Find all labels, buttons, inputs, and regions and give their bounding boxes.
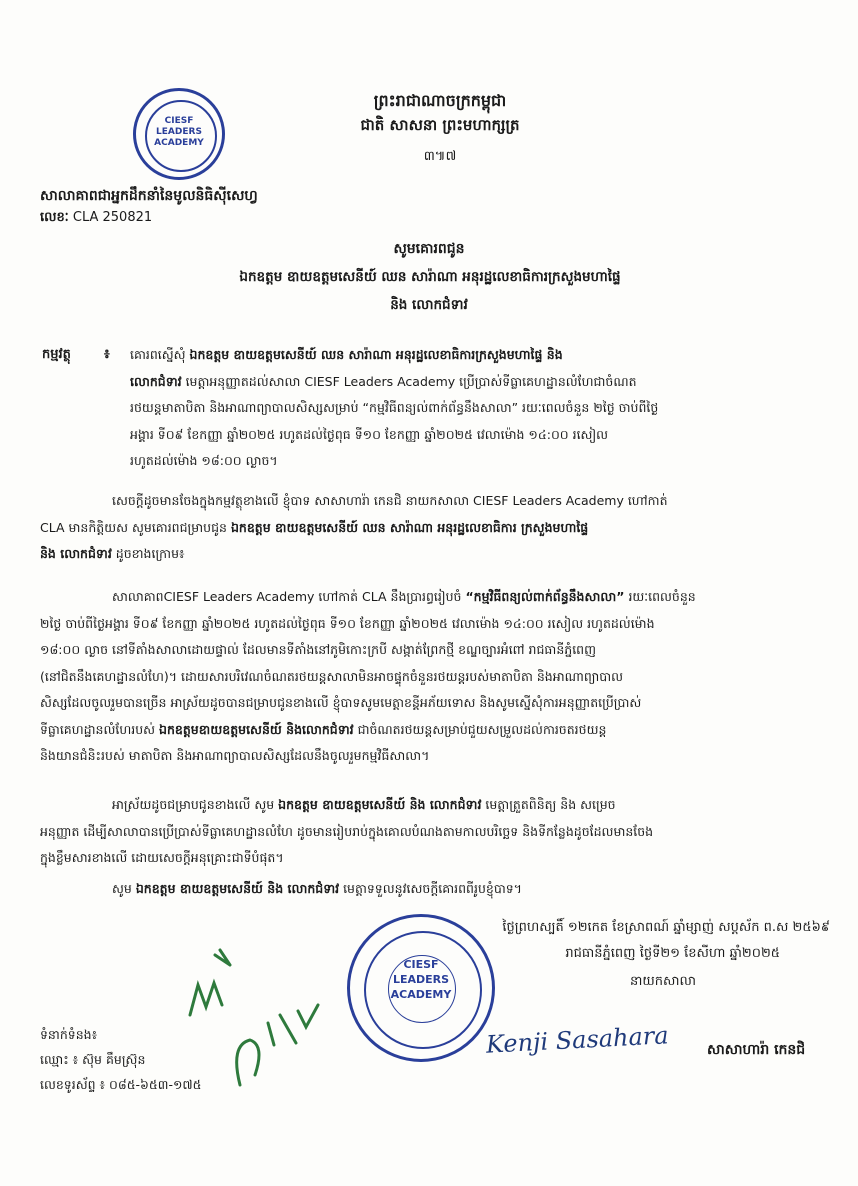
subject-recipient-2: លោកជំទាវ — [130, 373, 182, 389]
para3-line-2: អនុញ្ញាត ដើម្បីសាលាបានប្រើប្រាស់ទីធ្លាគេហដ្ឋានលំហែ ដូចមានរៀបរាប់ក្នុងគោលបំណងតាមកាលបរិច្ឆេទ និងទីកន្លែងដូចដែលមានចែង — [40, 823, 654, 839]
logo-line-leaders: LEADERS — [156, 127, 202, 137]
subject-line-5: រហូតដល់ម៉ោង ១៨:០០ ល្ងាច។ — [130, 453, 278, 468]
seal-line-leaders: LEADERS — [392, 973, 450, 986]
para2-line-6a: ទីធ្លាគេហដ្ឋានលំហែរបស់ — [40, 721, 156, 737]
paragraph-3 — [40, 792, 818, 872]
reference-number: CLA 250821 — [72, 210, 153, 225]
subject-request: គោរពស្នើសុំ — [130, 347, 186, 362]
contact-phone: ០៨៥-៦៥៣-១៧៥ — [109, 1077, 202, 1092]
paragraph-1 — [40, 488, 818, 568]
contact-heading: ទំនាក់ទំនង៖ — [40, 1027, 98, 1042]
subject-colon: ៖ — [104, 347, 110, 362]
organization-name: សាលាគាពជាអ្នកដឹកនាំនៃមូលនិធិស៊ីសេហ្វ — [40, 188, 258, 204]
subject-label: កម្មវត្ថុ — [42, 347, 71, 362]
director-signature: Kenji Sasahara — [485, 1021, 670, 1059]
signer-title: នាយកសាលា — [629, 974, 696, 989]
header-ornament: ៣៕៧ — [423, 149, 457, 164]
kingdom-title: ព្រះរាជាណាចក្រកម្ពុជា — [373, 91, 507, 110]
para2-line-4: (នៅជិតនឹងគេហដ្ឋានលំហែ)។ ដោយសារបរិវេណចំណតរថយន្តសាលាមិនអាចផ្ទុកចំនួនរថយន្តរបស់មាតាបិតា និងអាណាព្យាបាល — [40, 668, 624, 684]
para1-recipient: ឯកឧត្តម ឧាយឧត្តមសេនីយ៍ ឈន សារ៉ាណា អនុរដ្ឋលេខាធិការ ក្រសួងមហាផ្ទៃ — [230, 519, 589, 535]
para1-recipient-2: និង លោកជំទាវ — [40, 546, 112, 561]
para1-line-1: សេចក្តីដូចមានចែងក្នុងកម្មវត្ថុខាងលើ ខ្ញុំបាទ សាសាហារ៉ា កេនជិ នាយកសាលា CIESF Leaders Academy ហៅកាត់ — [112, 493, 668, 508]
recipient-line-2: និង លោកជំទាវ — [390, 297, 468, 313]
director-printed-name: សាសាហារ៉ា កេនជិ — [707, 1042, 806, 1058]
para2-line-7: និងយានជំនិះរបស់ មាតាបិតា និងអាណាព្យាបាលសិស្សដែលនឹងចូលរួមកម្មវិធីសាលា។ — [40, 748, 430, 763]
para2-line-6c: ជាចំណតរថយន្តសម្រាប់ជួយសម្រួលដល់ការចតរថយន្ត — [357, 721, 607, 737]
para2-line-1a: សាលាគាពCIESF Leaders Academy ហៅកាត់ CLA នឹងប្រារព្ធរៀបចំ — [112, 589, 462, 604]
para2-line-1c: រយៈពេលចំនួន — [628, 589, 696, 604]
contact-name: ស៊ុម គឹមស្រ៊ុន — [82, 1052, 146, 1067]
contact-block — [40, 1022, 202, 1097]
greeting: សូមគោរពជូន — [393, 241, 465, 257]
para3-line-1c: មេត្តាត្រួតពិនិត្យ និង សម្រេច — [485, 797, 616, 812]
para1-line-2a: CLA មានកិត្តិយស សូមគោរពជម្រាបជូន — [40, 519, 227, 535]
official-seal — [347, 914, 495, 1062]
paragraph-2 — [40, 584, 818, 770]
closing-line — [112, 876, 818, 903]
lunar-date: ថ្ងៃព្រហស្បតិ៍ ១២កេត ខែស្រាពណ៍ ឆ្នាំម្សាញ់ សប្តស័ក ព.ស ២៥៦៩ — [502, 920, 830, 935]
reference-label: លេខៈ — [40, 210, 69, 225]
para3-recipient: ឯកឧត្តម ឧាយឧត្តមសេនីយ៍ និង លោកជំទាវ — [278, 797, 482, 812]
para2-line-3: ១៨:០០ ល្ងាច នៅទីតាំងសាលាដោយផ្ទាល់ ដែលមានទីតាំងនៅភូមិកោះក្របី សង្កាត់ព្រែកថ្មី ខណ្ឌច្បារអំពៅ រាជធានីភ្នំពេញ — [40, 642, 597, 657]
para3-line-3: ក្នុងខ្លឹមសារខាងលើ ដោយសេចក្តីអនុគ្រោះជាទីបំផុត។ — [40, 850, 284, 865]
subject-line-2: មេត្តាអនុញ្ញាតដល់សាលា CIESF Leaders Academy ប្រើប្រាស់ទីធ្លាគេហដ្ឋានលំហែជាចំណត — [185, 373, 637, 389]
logo-line-ciesf: CIESF — [164, 116, 194, 126]
closing-c: មេត្តាទទួលនូវសេចក្តីគោរពពីរូបខ្ញុំបាទ។ — [343, 881, 522, 896]
subject-body — [130, 342, 818, 475]
para2-line-5: សិស្សដែលចូលរួមបានច្រើន អាស្រ័យដូចបានជម្រាបជូនខាងលើ ខ្ញុំបាទសូមមេត្តាខន្តីអភ័យទោស និងសូមស្នើសុំការអនុញ្ញាតប្រើប្រាស់ — [40, 695, 642, 710]
para3-line-1a: អាស្រ័យដូចជម្រាបជូនខាងលើ សូម — [112, 797, 275, 812]
seal-line-ciesf: CIESF — [403, 958, 439, 971]
para2-program-name: “កម្មវិធីពន្យល់ពាក់ព័ន្ធនឹងសាលា” — [465, 589, 625, 604]
subject-line-3: រថយន្តមាតាបិតា និងអាណាព្យាបាលសិស្សសម្រាប់ “កម្មវិធីពន្យល់ពាក់ព័ន្ធនឹងសាលា” រយៈពេលចំនួន ២ថ្ងៃ ចាប់ពីថ្ងៃ — [130, 400, 659, 415]
recipient-line-1: ឯកឧត្តម ឧាយឧត្តមសេនីយ៍ ឈន សារ៉ាណា អនុរដ្ឋលេខាធិការក្រសួងមហាផ្ទៃ — [239, 269, 621, 285]
solar-date: រាជធានីភ្នំពេញ ថ្ងៃទី២១ ខែសីហា ឆ្នាំ២០២៥ — [565, 946, 780, 961]
national-motto: ជាតិ សាសនា ព្រះមហាក្សត្រ — [360, 116, 520, 134]
para2-line-2: ២ថ្ងៃ ចាប់ពីថ្ងៃអង្គារ ទី០៩ ខែកញ្ញា ឆ្នាំ២០២៥ រហូតដល់ថ្ងៃពុធ ទី១០ ខែកញ្ញា ឆ្នាំ២០២៥ វេលាម៉ោង ១៤:០០ រសៀល រហូតដល់ម៉ោង — [40, 615, 655, 631]
closing-a: សូម — [112, 881, 132, 896]
contact-phone-label: លេខទូរស័ព្ទ ៖ — [40, 1077, 106, 1092]
reference-line — [40, 208, 152, 228]
subject-recipient: ឯកឧត្តម ឧាយឧត្តមសេនីយ៍ ឈន សារ៉ាណា អនុរដ្ឋលេខាធិការក្រសួងមហាផ្ទៃ និង — [189, 347, 563, 362]
para1-line-3: ដូចខាងក្រោម៖ — [115, 546, 185, 561]
closing-recipient: ឯកឧត្តម ឧាយឧត្តមសេនីយ៍ និង លោកជំទាវ — [135, 881, 340, 896]
academy-logo-seal — [133, 88, 225, 180]
subject-line-4: អង្គារ ទី០៩ ខែកញ្ញា ឆ្នាំ២០២៥ រហូតដល់ថ្ងៃពុធ ទី១០ ខែកញ្ញា ឆ្នាំ២០២៥ វេលាម៉ោង ១៤:០០ រសៀល — [130, 426, 609, 442]
contact-name-label: ឈ្មោះ ៖ — [40, 1052, 79, 1067]
seal-line-academy: ACADEMY — [390, 988, 452, 1001]
logo-line-academy: ACADEMY — [154, 138, 204, 148]
para2-recipient: ឯកឧត្តមឧាយឧត្តមសេនីយ៍ និងលោកជំទាវ — [159, 721, 354, 737]
